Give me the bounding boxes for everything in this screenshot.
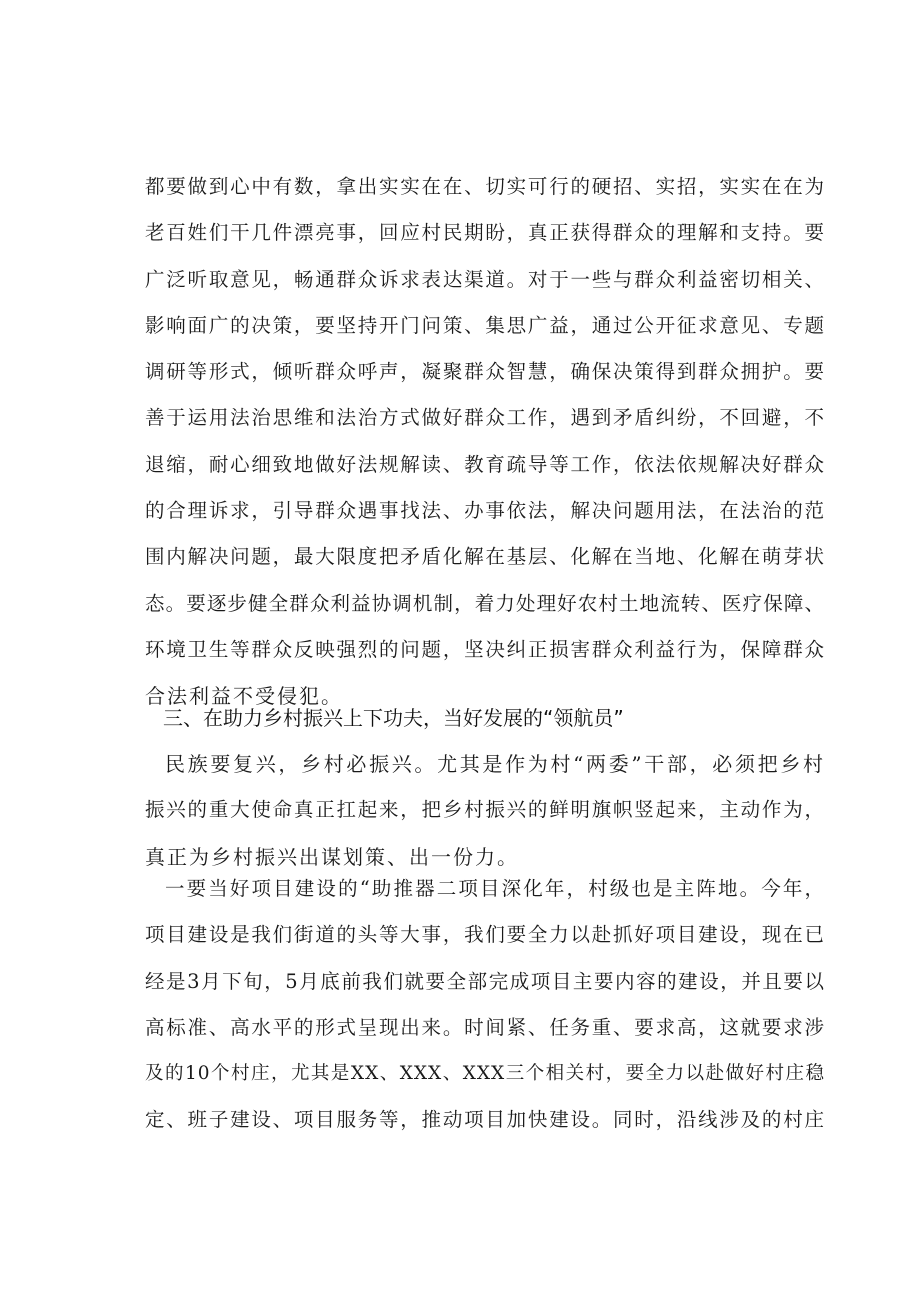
paragraph-line: 影响面广的决策，要坚持开门问策、集思广益，通过公开征求意见、专题 [145, 313, 825, 337]
paragraph-line: 及的10个村庄，尤其是XX、XXX、XXX三个相关村，要全力以赴做好村庄稳 [145, 1063, 825, 1085]
paragraph-line: 高标准、高水平的形式呈现出来。时间紧、任务重、要求高，这就要求涉 [145, 1015, 825, 1039]
paragraph-1 [145, 164, 825, 720]
paragraph-line: 广泛听取意见，畅通群众诉求表达渠道。对于一些与群众利益密切相关、 [145, 267, 825, 291]
paragraph-line: 经是3月下旬，5月底前我们就要全部完成项目主要内容的建设，并且要以 [145, 969, 825, 993]
paragraph-line: 都要做到心中有数，拿出实实在在、切实可行的硬招、实招，实实在在为 [145, 175, 825, 198]
paragraph-line: 真正为乡村振兴出谋划策、出一份力。 [145, 844, 519, 869]
paragraph-line: 调研等形式，倾听群众呼声，凝聚群众智慧，确保决策得到群众拥护。要 [145, 360, 825, 384]
paragraph-line: 环境卫生等群众反映强烈的问题，坚决纠正损害群众利益行为，保障群众 [145, 637, 825, 661]
paragraph-2 [145, 741, 825, 880]
paragraph-line: 善于运用法治思维和法治方式做好群众工作，遇到矛盾纠纷，不回避，不 [145, 406, 825, 430]
paragraph-line: 的合理诉求，引导群众遇事找法、办事依法，解决问题用法，在法治的范 [145, 499, 825, 523]
paragraph-line: 项目建设是我们街道的头等大事，我们要全力以赴抓好项目建设，现在已 [145, 923, 825, 947]
paragraph-line: 态。要逐步健全群众利益协调机制，着力处理好农村土地流转、医疗保障、 [145, 591, 825, 615]
paragraph-line: 退缩，耐心细致地做好法规解读、教育疏导等工作，依法依规解决好群众 [145, 452, 825, 476]
paragraph-line: 定、班子建设、项目服务等，推动项目加快建设。同时，沿线涉及的村庄 [145, 1108, 825, 1132]
paragraph-line: 围内解决问题，最大限度把矛盾化解在基层、化解在当地、化解在萌芽状 [145, 545, 825, 569]
paragraph-line: 振兴的重大使命真正扛起来，把乡村振兴的鲜明旗帜竖起来，主动作为， [145, 798, 825, 822]
paragraph-3 [145, 866, 825, 1144]
section-heading: 三、在助力乡村振兴上下功夫，当好发展的“领航员” [163, 706, 624, 730]
paragraph-line: 老百姓们干几件漂亮事，回应村民期盼，真正获得群众的理解和支持。要 [145, 221, 825, 245]
paragraph-line: 合法利益不受侵犯。 [145, 684, 343, 709]
paragraph-line: 一要当好项目建设的“助推器二项目深化年，村级也是主阵地。今年， [165, 877, 825, 900]
paragraph-line: 民族要复兴，乡村必振兴。尤其是作为村“两委”干部，必须把乡村 [165, 752, 825, 776]
